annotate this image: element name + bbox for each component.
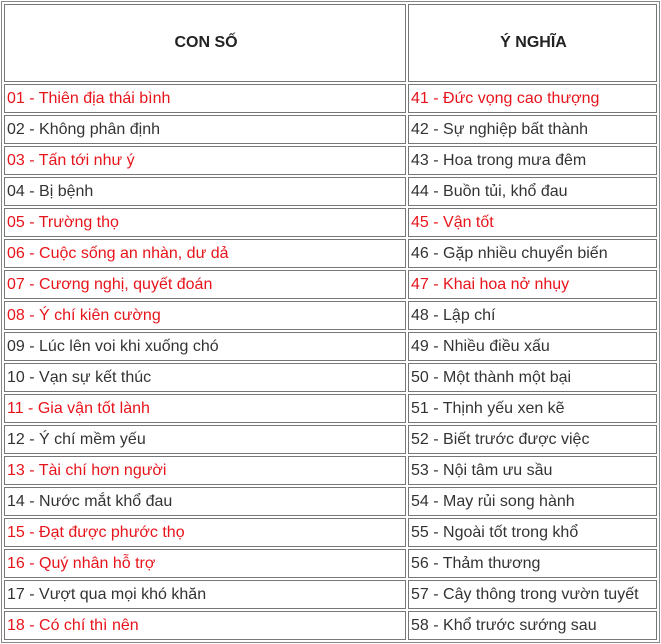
meaning-cell: 49 - Nhiều điều xấu <box>408 332 657 361</box>
meaning-cell: 51 - Thịnh yếu xen kẽ <box>408 394 657 423</box>
meaning-cell: 44 - Buồn tủi, khổ đau <box>408 177 657 206</box>
table-row <box>4 549 657 578</box>
meaning-cell: 46 - Gặp nhiều chuyển biến <box>408 239 657 268</box>
meaning-cell: 54 - May rủi song hành <box>408 487 657 516</box>
table-row <box>4 239 657 268</box>
table-row <box>4 425 657 454</box>
number-cell: 13 - Tài chí hơn người <box>4 456 406 485</box>
number-cell: 03 - Tấn tới như ý <box>4 146 406 175</box>
number-cell: 11 - Gia vận tốt lành <box>4 394 406 423</box>
number-cell: 09 - Lúc lên voi khi xuống chó <box>4 332 406 361</box>
number-cell: 12 - Ý chí mềm yếu <box>4 425 406 454</box>
table-row <box>4 518 657 547</box>
number-cell: 07 - Cương nghị, quyết đoán <box>4 270 406 299</box>
table-row <box>4 332 657 361</box>
table-row <box>4 84 657 113</box>
number-cell: 10 - Vạn sự kết thúc <box>4 363 406 392</box>
number-cell: 04 - Bị bệnh <box>4 177 406 206</box>
table-row <box>4 177 657 206</box>
number-cell: 05 - Trường thọ <box>4 208 406 237</box>
header-y-nghia: Ý NGHĨA <box>408 4 657 82</box>
number-cell: 16 - Quý nhân hỗ trợ <box>4 549 406 578</box>
header-con-so: CON SỐ <box>4 4 406 82</box>
meaning-cell: 47 - Khai hoa nở nhụy <box>408 270 657 299</box>
meaning-cell: 58 - Khổ trước sướng sau <box>408 611 657 640</box>
table-row <box>4 208 657 237</box>
meaning-cell: 50 - Một thành một bại <box>408 363 657 392</box>
number-cell: 18 - Có chí thì nên <box>4 611 406 640</box>
table-row <box>4 363 657 392</box>
meaning-cell: 53 - Nội tâm ưu sầu <box>408 456 657 485</box>
number-cell: 02 - Không phân định <box>4 115 406 144</box>
header-row <box>4 4 657 82</box>
table-row <box>4 580 657 609</box>
table-row <box>4 146 657 175</box>
number-cell: 14 - Nước mắt khổ đau <box>4 487 406 516</box>
meaning-cell: 52 - Biết trước được việc <box>408 425 657 454</box>
table-row <box>4 487 657 516</box>
meaning-cell: 41 - Đức vọng cao thượng <box>408 84 657 113</box>
number-cell: 08 - Ý chí kiên cường <box>4 301 406 330</box>
meaning-cell: 55 - Ngoài tốt trong khổ <box>408 518 657 547</box>
meaning-cell: 57 - Cây thông trong vườn tuyết <box>408 580 657 609</box>
number-cell: 15 - Đạt được phước thọ <box>4 518 406 547</box>
meaning-cell: 45 - Vận tốt <box>408 208 657 237</box>
meaning-cell: 42 - Sự nghiệp bất thành <box>408 115 657 144</box>
table-row <box>4 115 657 144</box>
meaning-cell: 43 - Hoa trong mưa đêm <box>408 146 657 175</box>
meaning-cell: 48 - Lập chí <box>408 301 657 330</box>
table-row <box>4 456 657 485</box>
number-cell: 17 - Vượt qua mọi khó khăn <box>4 580 406 609</box>
number-cell: 01 - Thiên địa thái bình <box>4 84 406 113</box>
table-row <box>4 611 657 640</box>
meaning-cell: 56 - Thảm thương <box>408 549 657 578</box>
number-cell: 06 - Cuộc sống an nhàn, dư dả <box>4 239 406 268</box>
table-row <box>4 394 657 423</box>
number-meaning-table <box>1 1 660 643</box>
table-row <box>4 301 657 330</box>
table-row <box>4 270 657 299</box>
